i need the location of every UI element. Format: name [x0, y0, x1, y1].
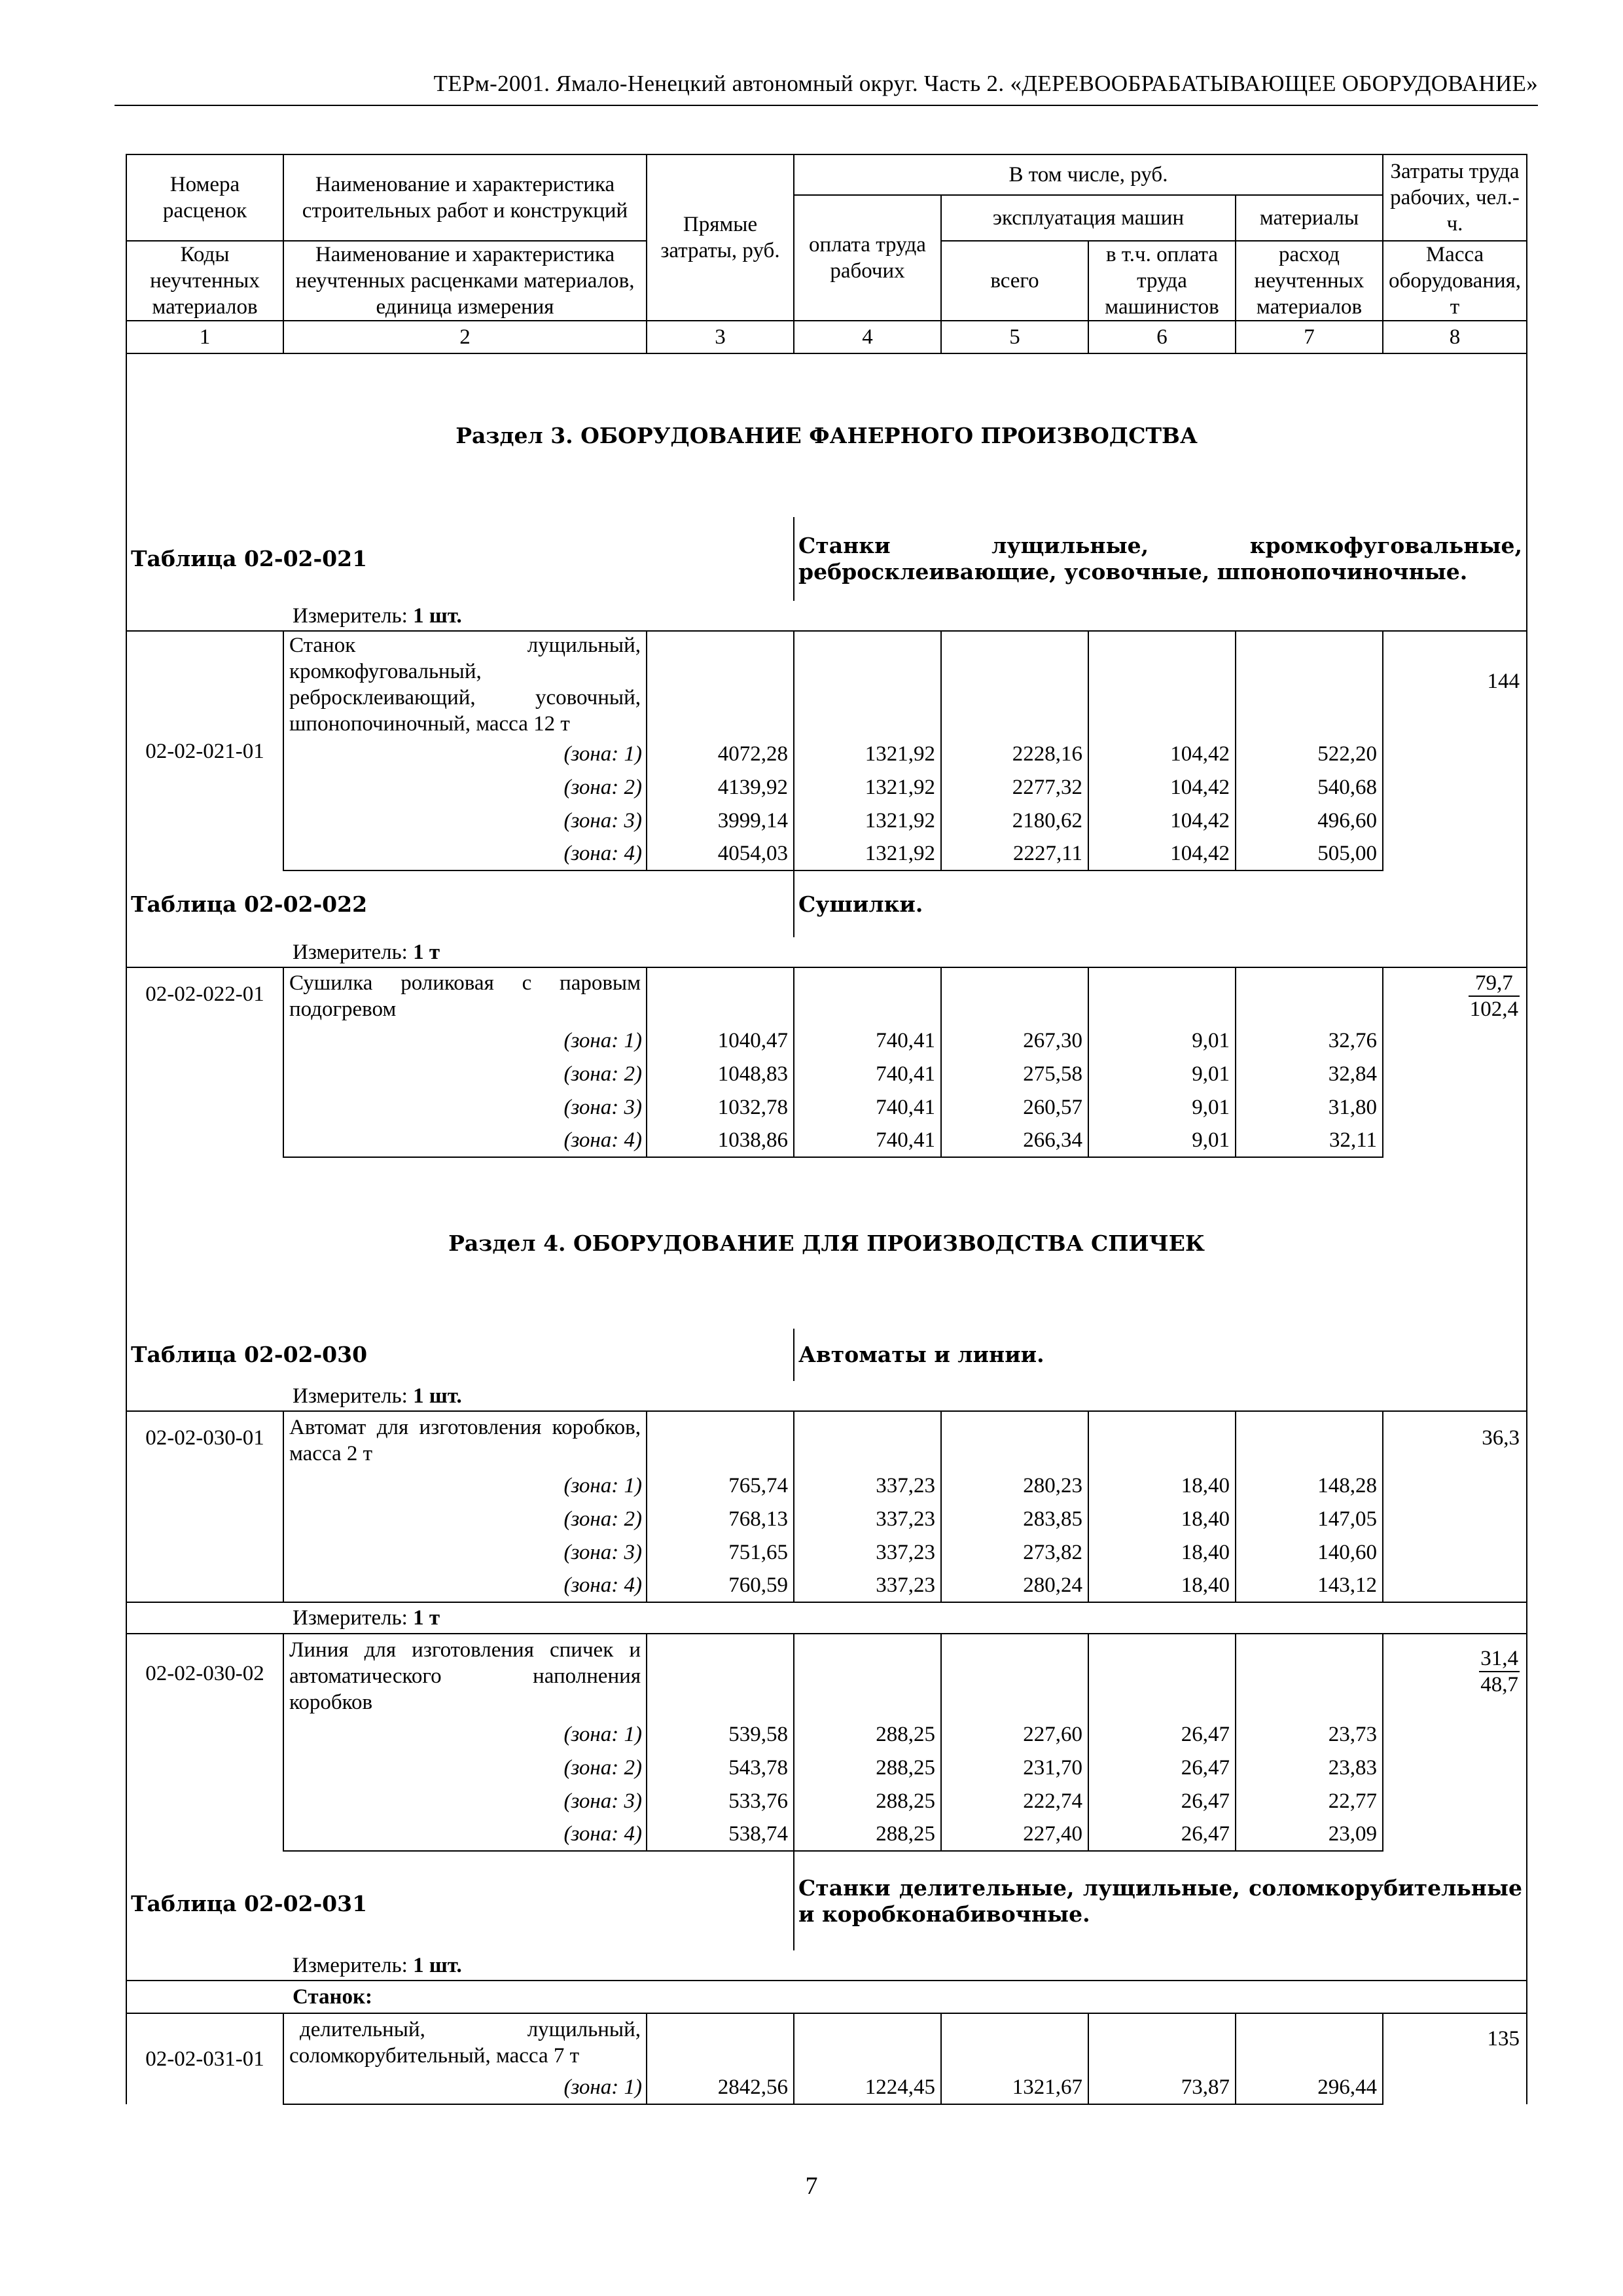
wages: 337,23: [794, 1569, 941, 1602]
wages: 1321,92: [794, 837, 941, 870]
direct-cost: 4072,28: [647, 737, 794, 770]
col4-header: оплата труда рабочих: [794, 195, 941, 321]
machines-total: 1321,67: [941, 2071, 1088, 2104]
zone-label: (зона: 3): [283, 804, 647, 837]
table-row: [126, 1411, 1527, 1469]
materials: 522,20: [1236, 737, 1383, 770]
col-number: 3: [647, 321, 794, 353]
labor-cost: 144: [1383, 631, 1527, 870]
col5-header: всего: [941, 241, 1088, 321]
meter-value: 1 шт.: [413, 603, 462, 628]
wages: 337,23: [794, 1469, 941, 1502]
machines-total: 2228,16: [941, 737, 1088, 770]
machines-total: 275,58: [941, 1057, 1088, 1090]
machines-header: эксплуатация машин: [941, 195, 1236, 241]
materials: 31,80: [1236, 1090, 1383, 1124]
group-label: Станок:: [283, 1981, 1527, 2013]
materials-header: материалы: [1236, 195, 1383, 241]
machines-total: 227,40: [941, 1818, 1088, 1851]
materials: 505,00: [1236, 837, 1383, 870]
materials: 296,44: [1236, 2071, 1383, 2104]
meter-value: 1 т: [413, 1606, 440, 1630]
rate-description: Автомат для изготовления коробков, масса 2 т: [283, 1411, 647, 1469]
rate-code: 02-02-031-01: [126, 2013, 283, 2104]
direct-cost: 533,76: [647, 1784, 794, 1818]
table-title: Станки лущильные, кромкофуговальные, ребросклеивающие, усовочные, шпонопочиночные.: [794, 517, 1527, 601]
zone-label: (зона: 2): [283, 1057, 647, 1090]
direct-cost: 768,13: [647, 1502, 794, 1535]
table-caption-row: [126, 1329, 1527, 1381]
col-number: 1: [126, 321, 283, 353]
meter-row: [126, 1381, 1527, 1411]
meter-label: Измеритель: 1 шт.: [283, 601, 1527, 631]
col-number: 4: [794, 321, 941, 353]
zone-label: (зона: 4): [283, 837, 647, 870]
table-id: Таблица 02-02-022: [126, 870, 794, 937]
zone-label: (зона: 2): [283, 1502, 647, 1535]
labor-cost: 36,3: [1383, 1411, 1527, 1602]
direct-cost: 1048,83: [647, 1057, 794, 1090]
machines-total: 273,82: [941, 1535, 1088, 1569]
zone-label: (зона: 3): [283, 1535, 647, 1569]
meter-label: Измеритель: 1 шт.: [283, 1950, 1527, 1981]
machinist-wages: 104,42: [1088, 770, 1236, 804]
machinist-wages: 9,01: [1088, 1090, 1236, 1124]
machinist-wages: 18,40: [1088, 1569, 1236, 1602]
col-number: 5: [941, 321, 1088, 353]
table-row: [126, 1634, 1527, 1717]
direct-cost: 751,65: [647, 1535, 794, 1569]
direct-cost: 543,78: [647, 1751, 794, 1784]
machinist-wages: 104,42: [1088, 837, 1236, 870]
machines-total: 231,70: [941, 1751, 1088, 1784]
machines-total: 2227,11: [941, 837, 1088, 870]
rate-code: 02-02-021-01: [126, 631, 283, 870]
table-id: Таблица 02-02-030: [126, 1329, 794, 1381]
incl-header: В том числе, руб.: [794, 154, 1383, 195]
col-number: 6: [1088, 321, 1236, 353]
machinist-wages: 26,47: [1088, 1717, 1236, 1751]
equipment-mass: 102,4: [1469, 997, 1519, 1021]
zone-label: (зона: 2): [283, 1751, 647, 1784]
rate-code: 02-02-030-01: [126, 1411, 283, 1602]
direct-cost: 538,74: [647, 1818, 794, 1851]
wages: 288,25: [794, 1717, 941, 1751]
labor-cost: [1383, 967, 1527, 1157]
col1-header: Номера расценок: [126, 154, 283, 241]
zone-label: (зона: 1): [283, 1024, 647, 1057]
column-numbers-row: [126, 321, 1527, 353]
materials: 23,73: [1236, 1717, 1383, 1751]
page-number: 7: [805, 2172, 818, 2200]
section-row: [126, 353, 1527, 517]
meter-value: 1 шт.: [413, 1953, 462, 1977]
zone-label: (зона: 2): [283, 770, 647, 804]
wages: 1321,92: [794, 804, 941, 837]
meter-row: [126, 601, 1527, 631]
wages: 288,25: [794, 1818, 941, 1851]
zone-row: [126, 1751, 1527, 1784]
materials: 22,77: [1236, 1784, 1383, 1818]
wages: 740,41: [794, 1024, 941, 1057]
col1-header-bottom: Коды неучтенных материалов: [126, 241, 283, 321]
table-id: Таблица 02-02-021: [126, 517, 794, 601]
machinist-wages: 18,40: [1088, 1535, 1236, 1569]
materials: 540,68: [1236, 770, 1383, 804]
machines-total: 266,34: [941, 1124, 1088, 1157]
materials: 140,60: [1236, 1535, 1383, 1569]
zone-row: [126, 1057, 1527, 1090]
labor-cost: [1383, 1634, 1527, 1851]
machines-total: 267,30: [941, 1024, 1088, 1057]
group-row: [126, 1981, 1527, 2013]
col6-header: в т.ч. оплата труда машинистов: [1088, 241, 1236, 321]
machinist-wages: 26,47: [1088, 1751, 1236, 1784]
zone-label: (зона: 1): [283, 1469, 647, 1502]
materials: 143,12: [1236, 1569, 1383, 1602]
direct-cost: 765,74: [647, 1469, 794, 1502]
wages: 740,41: [794, 1090, 941, 1124]
materials: 32,11: [1236, 1124, 1383, 1157]
rate-code: 02-02-022-01: [126, 967, 283, 1157]
table-title: Сушилки.: [794, 870, 1527, 937]
materials: 147,05: [1236, 1502, 1383, 1535]
rate-description: делительный, лущильный, соломкорубительный, масса 7 т: [283, 2013, 647, 2071]
materials: 23,09: [1236, 1818, 1383, 1851]
zone-row: [126, 1124, 1527, 1157]
col-number: 7: [1236, 321, 1383, 353]
zone-row: [126, 1502, 1527, 1535]
table-caption-row: [126, 517, 1527, 601]
direct-cost: 539,58: [647, 1717, 794, 1751]
direct-cost: 4139,92: [647, 770, 794, 804]
zone-row: [126, 804, 1527, 837]
zone-row: [126, 1535, 1527, 1569]
machines-total: 280,24: [941, 1569, 1088, 1602]
labor-cost: 135: [1383, 2013, 1527, 2104]
zone-label: (зона: 1): [283, 1717, 647, 1751]
section-title: Раздел 4. ОБОРУДОВАНИЕ ДЛЯ ПРОИЗВОДСТВА СПИЧЕК: [126, 1157, 1527, 1329]
direct-cost: 3999,14: [647, 804, 794, 837]
col7-header: расход неучтенных материалов: [1236, 241, 1383, 321]
col2-header: Наименование и характеристика строительных работ и конструкций: [283, 154, 647, 241]
table-caption-row: [126, 1851, 1527, 1950]
table-row: [126, 2013, 1527, 2071]
rate-description: Станок лущильный, кромкофуговальный, ребросклеивающий, усовочный, шпонопочиночный, масса 12 т: [283, 631, 647, 737]
wages: 288,25: [794, 1784, 941, 1818]
machines-total: 283,85: [941, 1502, 1088, 1535]
machines-total: 227,60: [941, 1717, 1088, 1751]
header-row-1: [126, 154, 1527, 195]
meter-label: Измеритель: 1 шт.: [283, 1381, 1527, 1411]
machinist-wages: 18,40: [1088, 1469, 1236, 1502]
wages: 1224,45: [794, 2071, 941, 2104]
zone-label: (зона: 1): [283, 737, 647, 770]
zone-label: (зона: 4): [283, 1124, 647, 1157]
zone-label: (зона: 4): [283, 1569, 647, 1602]
zone-row: [126, 770, 1527, 804]
machines-total: 2180,62: [941, 804, 1088, 837]
machinist-wages: 26,47: [1088, 1784, 1236, 1818]
rate-description: Линия для изготовления спичек и автоматического наполнения коробков: [283, 1634, 647, 1717]
machines-total: 222,74: [941, 1784, 1088, 1818]
meter-value: 1 т: [413, 940, 440, 964]
machinist-wages: 9,01: [1088, 1057, 1236, 1090]
zone-label: (зона: 3): [283, 1090, 647, 1124]
meter-value: 1 шт.: [413, 1384, 462, 1408]
rate-description: Сушилка роликовая с паровым подогревом: [283, 967, 647, 1024]
wages: 1321,92: [794, 770, 941, 804]
meter-row: [126, 937, 1527, 967]
direct-cost: 1040,47: [647, 1024, 794, 1057]
zone-row: [126, 837, 1527, 870]
zone-row: [126, 1717, 1527, 1751]
zone-row: [126, 1090, 1527, 1124]
direct-cost: 760,59: [647, 1569, 794, 1602]
zone-row: [126, 1784, 1527, 1818]
zone-row: [126, 737, 1527, 770]
wages: 337,23: [794, 1535, 941, 1569]
machines-total: 2277,32: [941, 770, 1088, 804]
machinist-wages: 73,87: [1088, 2071, 1236, 2104]
zone-row: [126, 1818, 1527, 1851]
zone-row: [126, 2071, 1527, 2104]
zone-label: (зона: 1): [283, 2071, 647, 2104]
meter-row: [126, 1602, 1527, 1634]
zone-row: [126, 1569, 1527, 1602]
table-title: Станки делительные, лущильные, соломкорубительные и коробконабивочные.: [794, 1851, 1527, 1950]
machines-total: 260,57: [941, 1090, 1088, 1124]
running-header: ТЕРм-2001. Ямало-Ненецкий автономный округ. Часть 2. «ДЕРЕВООБРАБАТЫВАЮЩЕЕ ОБОРУДОВАНИЕ»: [433, 71, 1538, 96]
materials: 148,28: [1236, 1469, 1383, 1502]
machinist-wages: 104,42: [1088, 737, 1236, 770]
section-row: [126, 1157, 1527, 1329]
meter-label: Измеритель: 1 т: [283, 937, 1527, 967]
table-caption-row: [126, 870, 1527, 937]
table-id: Таблица 02-02-031: [126, 1851, 794, 1950]
col-number: 8: [1383, 321, 1527, 353]
col-number: 2: [283, 321, 647, 353]
table-row: [126, 967, 1527, 1024]
materials: 32,76: [1236, 1024, 1383, 1057]
meter-label: Измеритель: 1 т: [283, 1602, 1527, 1634]
zone-label: (зона: 4): [283, 1818, 647, 1851]
materials: 32,84: [1236, 1057, 1383, 1090]
wages: 288,25: [794, 1751, 941, 1784]
direct-cost: 1038,86: [647, 1124, 794, 1157]
direct-cost: 2842,56: [647, 2071, 794, 2104]
machines-total: 280,23: [941, 1469, 1088, 1502]
wages: 1321,92: [794, 737, 941, 770]
col8-header-bottom: Масса оборудования, т: [1383, 241, 1527, 321]
materials: 23,83: [1236, 1751, 1383, 1784]
wages: 337,23: [794, 1502, 941, 1535]
price-table: [126, 154, 1527, 2105]
rate-code: 02-02-030-02: [126, 1634, 283, 1851]
machinist-wages: 18,40: [1088, 1502, 1236, 1535]
materials: 496,60: [1236, 804, 1383, 837]
col2-header-bottom: Наименование и характеристика неучтенных расценками материалов, единица измерения: [283, 241, 647, 321]
machinist-wages: 104,42: [1088, 804, 1236, 837]
direct-cost: 1032,78: [647, 1090, 794, 1124]
equipment-mass: 48,7: [1480, 1673, 1519, 1696]
table-title: Автоматы и линии.: [794, 1329, 1527, 1381]
table-row: [126, 631, 1527, 737]
zone-label: (зона: 3): [283, 1784, 647, 1818]
wages: 740,41: [794, 1124, 941, 1157]
col8-header: Затраты труда рабочих, чел.-ч.: [1383, 154, 1527, 241]
section-title: Раздел 3. ОБОРУДОВАНИЕ ФАНЕРНОГО ПРОИЗВОДСТВА: [126, 353, 1527, 517]
zone-row: [126, 1024, 1527, 1057]
machinist-wages: 9,01: [1088, 1024, 1236, 1057]
labor-workers: 79,7: [1469, 971, 1520, 997]
machinist-wages: 9,01: [1088, 1124, 1236, 1157]
labor-workers: 31,4: [1479, 1646, 1520, 1672]
zone-row: [126, 1469, 1527, 1502]
wages: 740,41: [794, 1057, 941, 1090]
meter-row: [126, 1950, 1527, 1981]
machinist-wages: 26,47: [1088, 1818, 1236, 1851]
direct-cost: 4054,03: [647, 837, 794, 870]
col3-header: Прямые затраты, руб.: [647, 154, 794, 321]
header-rule: [115, 105, 1538, 106]
